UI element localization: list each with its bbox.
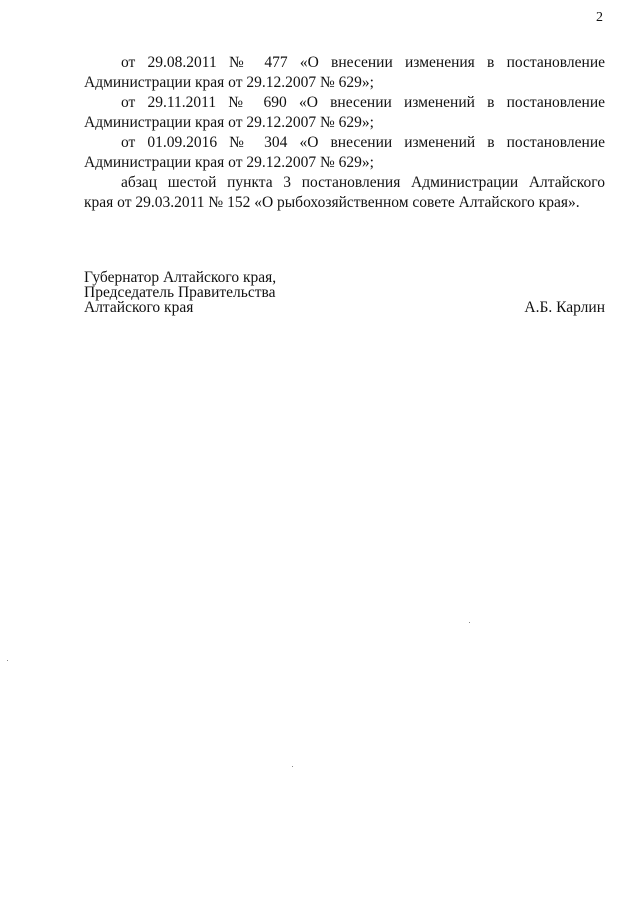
signatory-title-line-1: Губернатор Алтайского края, bbox=[84, 269, 277, 286]
scan-speck bbox=[7, 660, 8, 661]
repealed-item-1-line-2: Администрации края от 29.12.2007 № 629»; bbox=[84, 74, 374, 91]
repealed-item-4 bbox=[84, 173, 605, 213]
repealed-item-4-line-1: абзац шестой пункта 3 постановления Администрации Алтайского bbox=[121, 174, 605, 191]
repealed-item-2 bbox=[84, 93, 605, 133]
signatory-title-line-3: Алтайского края bbox=[84, 299, 194, 316]
repealed-item-3-line-1: от 01.09.2016 № 304 «О внесении изменений в постановление bbox=[121, 134, 605, 151]
document-body bbox=[84, 53, 605, 213]
repealed-item-4-line-2: края от 29.03.2011 № 152 «О рыбохозяйственном совете Алтайского края». bbox=[84, 194, 580, 211]
scan-speck bbox=[292, 766, 293, 767]
repealed-item-3 bbox=[84, 133, 605, 173]
repealed-item-1-line-1: от 29.08.2011 № 477 «О внесении изменения в постановление bbox=[121, 54, 605, 71]
signatory-name: А.Б. Карлин bbox=[524, 299, 605, 316]
signatory-title-line-2: Председатель Правительства bbox=[84, 284, 276, 301]
page-number: 2 bbox=[596, 10, 603, 25]
scan-speck bbox=[469, 622, 470, 623]
repealed-item-1 bbox=[84, 53, 605, 93]
repealed-item-2-line-2: Администрации края от 29.12.2007 № 629»; bbox=[84, 114, 374, 131]
signature-block bbox=[84, 270, 605, 315]
repealed-item-2-line-1: от 29.11.2011 № 690 «О внесении изменений в постановление bbox=[121, 94, 605, 111]
repealed-item-3-line-2: Администрации края от 29.12.2007 № 629»; bbox=[84, 154, 374, 171]
